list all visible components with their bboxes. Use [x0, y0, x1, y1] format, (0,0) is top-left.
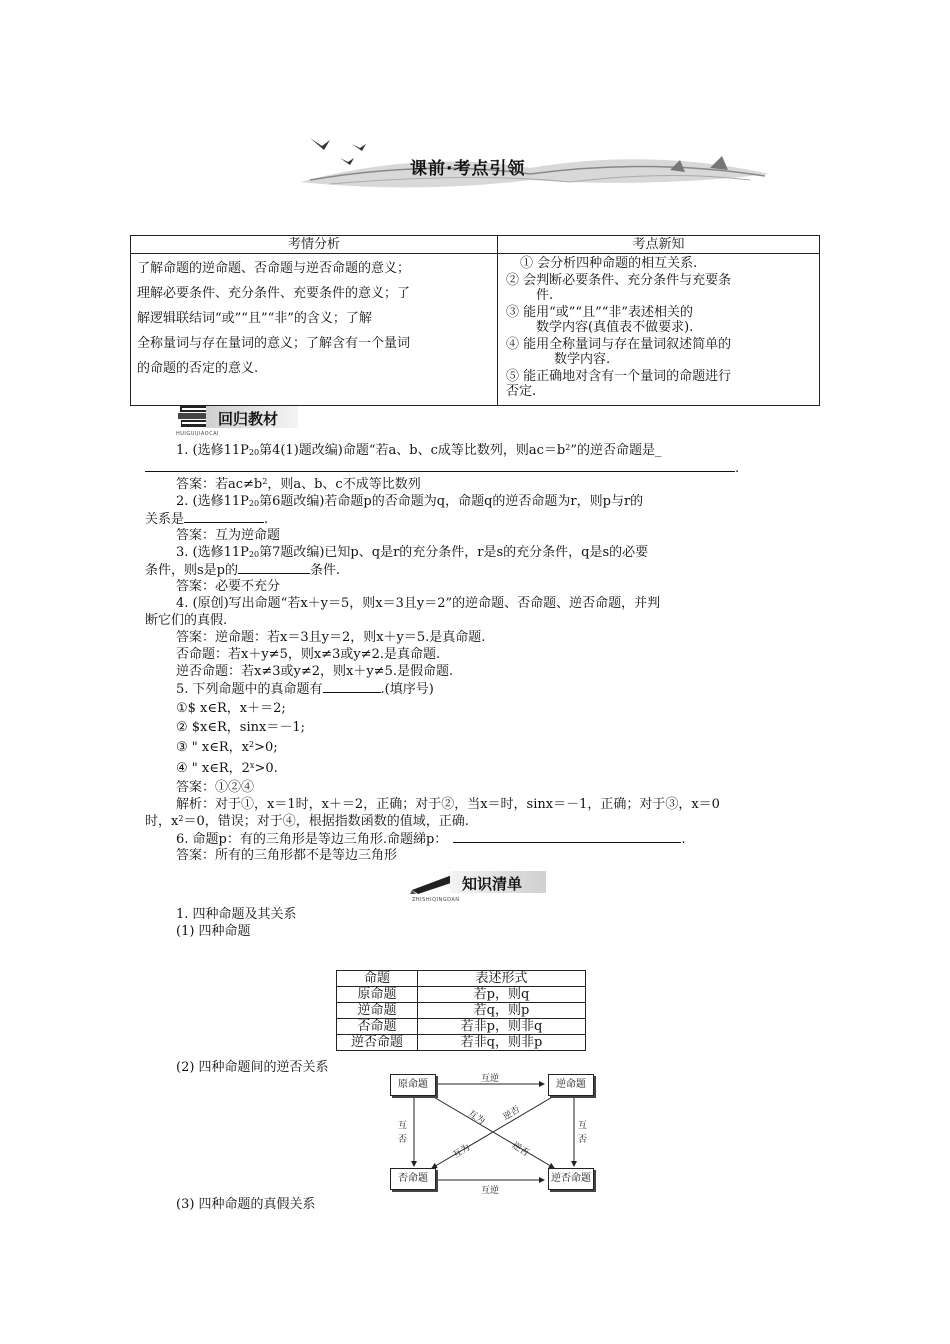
- label-diag-a1: 互为: [465, 1108, 487, 1127]
- node-contrapositive: 逆否命题: [548, 1168, 594, 1190]
- answer: 逆否命题：若x≠3或y≠2，则x＋y≠5.是假命题.: [176, 664, 454, 679]
- question-line: 6. 命题p：有的三角形是等边三角形.命题綈p： .: [176, 832, 686, 847]
- knowledge-item: ⑤ 能正确地对含有一个量词的命题进行 否定.: [506, 369, 732, 399]
- knowledge-item: ② 会判断必要条件、充分条件与充要条 件.: [506, 273, 732, 303]
- knowledge-heading: 1. 四种命题及其关系: [176, 907, 297, 922]
- node-converse: 逆命题: [548, 1074, 594, 1096]
- answer-blank[interactable]: [323, 680, 381, 693]
- analysis-line: 的命题的否定的意义.: [137, 361, 259, 376]
- section-pinyin: HUIGUIJIAOCAI: [176, 431, 220, 437]
- table-cell: 逆否命题: [337, 1035, 418, 1051]
- answer-blank[interactable]: [453, 830, 681, 843]
- table-header: 命题: [337, 971, 418, 987]
- section-header-textbook: [176, 402, 306, 438]
- knowledge-subheading: (3) 四种命题的真假关系: [176, 1197, 316, 1212]
- label-diag-a2: 逆否: [501, 1104, 523, 1123]
- table-cell: 若非q，则非p: [418, 1035, 586, 1051]
- table-cell: 若非p，则非q: [418, 1019, 586, 1035]
- answer-blank[interactable]: [145, 459, 735, 472]
- option: ③ " x∈R，$x^2>0$;: [176, 740, 278, 755]
- section-title: 知识清单: [462, 875, 523, 893]
- label-left-1: 互: [398, 1121, 408, 1131]
- label-diag-b1: 互为: [451, 1142, 473, 1161]
- knowledge-item: ① 会分析四种命题的相互关系.: [520, 256, 698, 271]
- question-line: 断它们的真假.: [145, 613, 228, 628]
- relationship-diagram: [386, 1070, 596, 1194]
- banner-title: 课前·考点引领: [410, 159, 526, 179]
- answer: 答案：必要不充分: [176, 579, 281, 594]
- question-line: 关系是 .: [145, 512, 269, 527]
- section-pinyin: ZHISHIQINGDAN: [412, 897, 460, 903]
- answer: 答案：互为逆命题: [176, 528, 281, 543]
- four-propositions-table: [336, 970, 586, 1051]
- section-title: 回归教材: [218, 410, 279, 428]
- col-header-new-knowledge: 考点新知: [498, 236, 820, 254]
- node-original: 原命题: [390, 1074, 436, 1096]
- table-cell: 原命题: [337, 987, 418, 1003]
- question-line: 1. (选修$11P_{20}$第4(1)题改编)命题“若a、b、c成等比数列，则$ac=b^2$”的逆否命题是_: [176, 443, 662, 458]
- table-row: [337, 1003, 586, 1019]
- question-line: 条件，则s是p的 条件.: [145, 563, 341, 578]
- question-line: 5. 下列命题中的真命题有 .(填序号): [176, 682, 434, 697]
- label-right-1: 互: [578, 1121, 588, 1131]
- question-line: 3. (选修$11P_{20}$第7题改编)已知p、q是r的充分条件，r是s的充分条件，q是s的必要: [176, 545, 649, 560]
- answer-blank-line: .: [145, 459, 739, 477]
- table-row: [337, 987, 586, 1003]
- answer: 否命题：若x＋y≠5，则x≠3或y≠2.是真命题.: [176, 647, 441, 662]
- label-left-2: 否: [398, 1135, 408, 1145]
- table-header: 表述形式: [418, 971, 586, 987]
- option: ② $x∈R，sinx＝－1;: [176, 720, 305, 735]
- analysis-line: 了解命题的逆命题、否命题与逆否命题的意义；: [137, 261, 411, 276]
- label-diag-b2: 逆否: [509, 1140, 531, 1159]
- option: ④ " x∈R，$2^x>0$.: [176, 761, 278, 776]
- table-cell: 否命题: [337, 1019, 418, 1035]
- analysis-line: 解逻辑联结词“或”“且”“非”的含义；了解: [137, 311, 372, 326]
- answer-blank[interactable]: [184, 510, 264, 523]
- question-line: 2. (选修$11P_{20}$第6题改编)若命题p的否命题为q，命题q的逆否命题为r，则p与r的: [176, 494, 644, 509]
- label-top: 互逆: [481, 1074, 500, 1084]
- section-header-knowledge: [410, 868, 560, 904]
- answer: 答案：逆命题：若x＝3且y＝2，则x＋y＝5.是真命题.: [176, 630, 486, 645]
- answer: 答案：若$ac\ne b^2$，则a、b、c不成等比数列: [176, 477, 421, 492]
- node-inverse: 否命题: [390, 1168, 436, 1190]
- col-header-analysis: 考情分析: [131, 236, 498, 254]
- table-cell: 若p，则q: [418, 987, 586, 1003]
- knowledge-cell: [498, 254, 820, 406]
- explanation: 解析：对于①，x＝1时，x＋＝2，正确；对于②，当x＝时，sinx＝－1，正确；对于③，x＝0: [176, 797, 720, 812]
- analysis-line: 全称量词与存在量词的意义；了解含有一个量词: [137, 336, 411, 351]
- knowledge-item: ④ 能用全称量词与存在量词叙述简单的 数学内容.: [506, 337, 732, 367]
- answer: 答案：①②④: [176, 780, 255, 795]
- label-bottom: 互逆: [481, 1186, 500, 1196]
- kaoqing-table: [130, 235, 820, 406]
- answer-blank[interactable]: [238, 561, 310, 574]
- option: ①$ x∈R，x＋＝2;: [176, 701, 286, 716]
- explanation: 时，$x^2=0$，错误；对于④，根据指数函数的值域，正确.: [145, 814, 469, 829]
- knowledge-item: ③ 能用“或”“且”“非”表述相关的 数学内容(真值表不做要求).: [506, 305, 694, 335]
- knowledge-subheading: (2) 四种命题间的逆否关系: [176, 1060, 329, 1075]
- section-banner: [270, 130, 780, 200]
- analysis-cell: [131, 254, 498, 406]
- answer: 答案：所有的三角形都不是等边三角形: [176, 848, 398, 863]
- table-row: [337, 1019, 586, 1035]
- table-row: [337, 1035, 586, 1051]
- knowledge-subheading: (1) 四种命题: [176, 924, 251, 939]
- question-line: 4. (原创)写出命题“若x＋y＝5，则x＝3且y＝2”的逆命题、否命题、逆否命题，并判: [176, 596, 661, 611]
- analysis-line: 理解必要条件、充分条件、充要条件的意义；了: [137, 286, 411, 301]
- label-right-2: 否: [578, 1135, 588, 1145]
- table-cell: 逆命题: [337, 1003, 418, 1019]
- table-cell: 若q，则p: [418, 1003, 586, 1019]
